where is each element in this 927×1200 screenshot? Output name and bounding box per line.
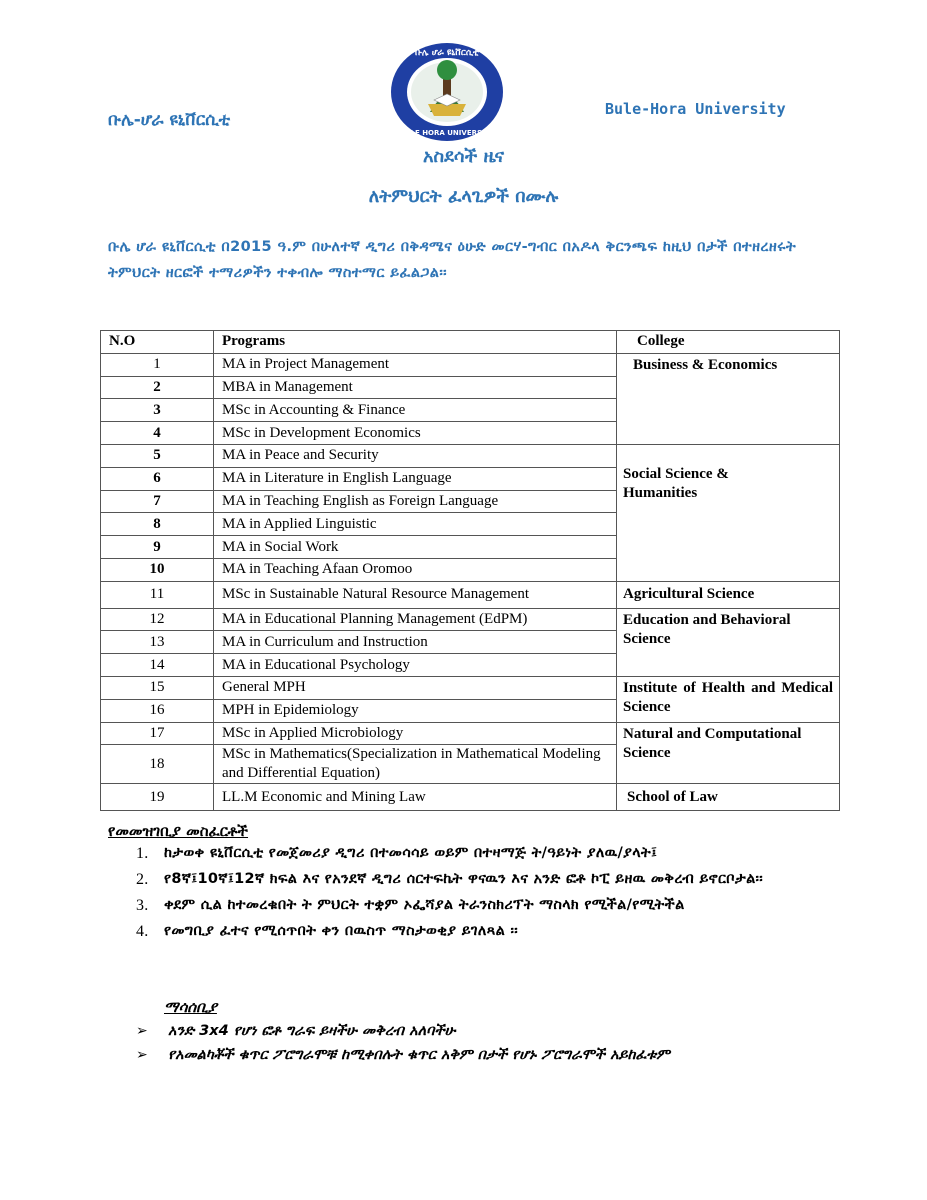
programs-table [100, 330, 840, 811]
program-name: MA in Project Management [214, 353, 617, 376]
university-logo-emblem [390, 42, 504, 142]
requirement-text: የመግቢያ ፈተና የሚሰጥበት ቀን በዉስጥ ማስታወቂያ ይገለጻል ፡፡ [164, 923, 518, 939]
university-logo [390, 42, 504, 142]
list-number: 3. [136, 897, 149, 914]
row-number: 1 [101, 353, 214, 376]
row-number: 6 [101, 467, 214, 490]
row-number: 7 [101, 490, 214, 513]
row-number: 12 [101, 608, 214, 631]
announcement-title: አስደሳች ዜና [422, 146, 505, 167]
row-number: 11 [101, 581, 214, 608]
row-number: 15 [101, 676, 214, 699]
list-item [108, 842, 828, 865]
row-number: 16 [101, 699, 214, 722]
row-number: 2 [101, 376, 214, 399]
row-number: 13 [101, 631, 214, 654]
program-name: MA in Educational Planning Management (EdPM) [214, 608, 617, 631]
college-natural: Natural and Computational Science [617, 722, 840, 784]
table-row [101, 608, 840, 631]
program-name: MA in Educational Psychology [214, 654, 617, 677]
program-name: MPH in Epidemiology [214, 699, 617, 722]
list-item [108, 868, 828, 891]
program-name: MSc in Applied Microbiology [214, 722, 617, 745]
table-row [101, 444, 840, 467]
requirements-list [108, 842, 828, 946]
row-number: 4 [101, 422, 214, 445]
header-no: N.O [101, 331, 214, 354]
list-item [108, 1044, 828, 1066]
program-name: MSc in Development Economics [214, 422, 617, 445]
college-agricultural: Agricultural Science [617, 581, 840, 608]
intro-paragraph: ቡሌ ሆራ ዩኒቨርሲቲ በ2015 ዓ.ም በሁለተኛ ዲግሪ በቅዳሜና ዕሁድ መርሃ-ግብር በአዶላ ቅርንጫፍ ከዚህ በታች በተዘረዘሩት ትምህርት ዘርፎች ተማሪዎችን ተቀብሎ ማስተማር ይፈልጋል፡፡ [108, 239, 797, 281]
program-name: MA in Teaching Afaan Oromoo [214, 558, 617, 581]
table-row [101, 722, 840, 745]
table-row [101, 676, 840, 699]
header-college: College [617, 331, 840, 354]
program-name: General MPH [214, 676, 617, 699]
svg-text:ቡሌ ሆራ ዩኒቨርሲቲ: ቡሌ ሆራ ዩኒቨርሲቲ [414, 48, 480, 58]
list-number: 2. [136, 871, 149, 888]
requirement-text: ከታወቀ ዩኒቨርሲቲ የመጀመሪያ ዲግሪ በተመሳሳይ ወይም በተዛማጅ ት/ዓይነት ያለዉ/ያላት፤ [164, 845, 658, 861]
program-name: MA in Peace and Security [214, 444, 617, 467]
row-number: 8 [101, 513, 214, 536]
requirements-title: የመመዝገቢያ መስፈርቶች [108, 822, 249, 840]
college-health: Institute of Health and Medical Science [617, 676, 840, 722]
program-name: MA in Social Work [214, 536, 617, 559]
list-number: 1. [136, 845, 149, 862]
table-row [101, 784, 840, 811]
arrow-bullet-icon: ➢ [136, 1047, 148, 1063]
university-name-amharic: ቡሌ-ሆራ ዩኒቨርሲቲ [108, 110, 231, 130]
row-number: 18 [101, 745, 214, 784]
header-programs: Programs [214, 331, 617, 354]
college-social-science-label: Social Science & Humanities [623, 465, 729, 501]
program-name: MA in Literature in English Language [214, 467, 617, 490]
program-name: MSc in Accounting & Finance [214, 399, 617, 422]
announcement-subheading: ለትምህርት ፈላጊዎች በሙሉ [368, 186, 559, 207]
list-item [108, 920, 828, 943]
program-name: MSc in Sustainable Natural Resource Management [214, 581, 617, 608]
notice-title: ማሳሰቢያ [164, 998, 217, 1016]
college-law: School of Law [617, 784, 840, 811]
table-row [101, 581, 840, 608]
notice-text: የአመልካቾች ቁጥር ፖሮግራሞቹ ከሚቀበሉት ቁጥር አቅም በታች የሆኑ ፖሮግራሞች አይከፈቱም [168, 1047, 670, 1063]
notice-text: አንድ 3x4 የሆነ ፎቶ ግራፍ ይዛችሁ መቅረብ አለባችሁ [168, 1023, 456, 1039]
college-business: Business & Economics [617, 353, 840, 444]
program-name: MA in Teaching English as Foreign Language [214, 490, 617, 513]
program-name: MA in Curriculum and Instruction [214, 631, 617, 654]
requirement-text: ቀደም ሲል ከተመረቁበት ት ምህርት ተቋም ኦፌሻያል ትራንስክሪፕት ማስላክ የሚችል/የሚትችል [164, 897, 685, 913]
university-name-english: Bule-Hora University [605, 100, 786, 118]
svg-text:BULE HORA UNIVERSITY: BULE HORA UNIVERSITY [399, 129, 495, 137]
arrow-bullet-icon: ➢ [136, 1023, 148, 1039]
notice-list [108, 1020, 828, 1068]
list-item [108, 1020, 828, 1042]
row-number: 14 [101, 654, 214, 677]
program-name: MSc in Mathematics(Specialization in Mathematical Modeling and Differential Equation) [214, 745, 617, 784]
college-education: Education and Behavioral Science [617, 608, 840, 676]
table-row [101, 353, 840, 376]
row-number: 19 [101, 784, 214, 811]
row-number: 5 [101, 444, 214, 467]
program-name: LL.M Economic and Mining Law [214, 784, 617, 811]
college-social-science [617, 444, 840, 581]
program-name: MBA in Management [214, 376, 617, 399]
row-number: 3 [101, 399, 214, 422]
row-number: 9 [101, 536, 214, 559]
list-item [108, 894, 828, 917]
requirement-text: የ8ኛ፤10ኛ፤12ኛ ክፍል እና የአንደኛ ዲግሪ ሰርተፍኬት ዋናዉን እና አንድ ፎቶ ኮፒ ይዘዉ መቅረብ ይኖርቦታል፡፡ [164, 871, 764, 887]
row-number: 17 [101, 722, 214, 745]
program-name: MA in Applied Linguistic [214, 513, 617, 536]
table-header-row [101, 331, 840, 354]
list-number: 4. [136, 923, 149, 940]
row-number: 10 [101, 558, 214, 581]
